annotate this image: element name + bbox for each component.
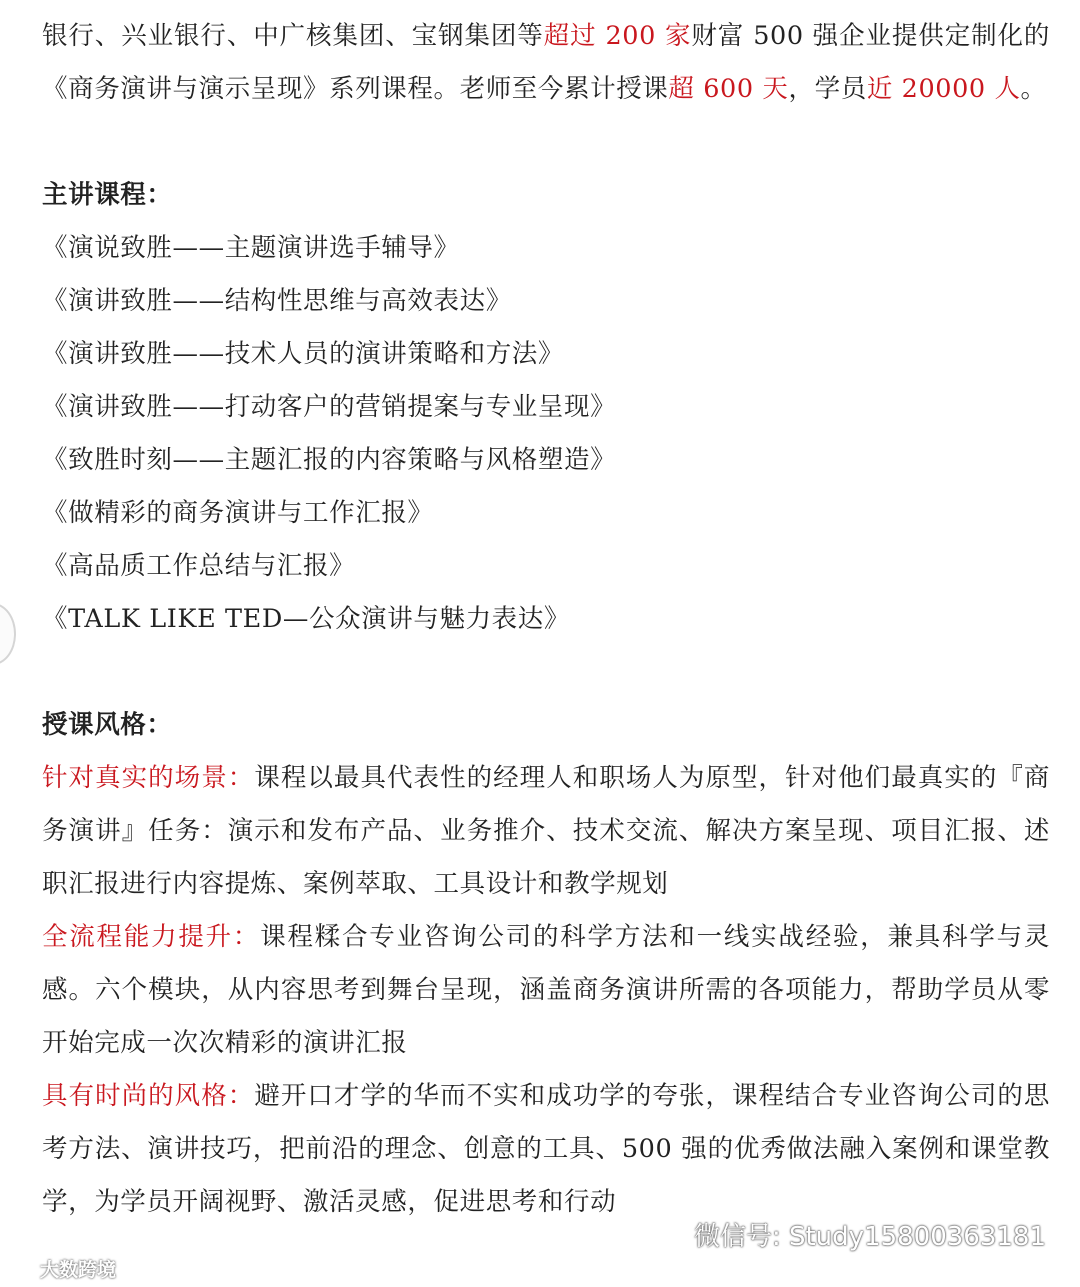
side-pull-handle[interactable] — [0, 603, 16, 665]
course-item: 《演讲致胜——技术人员的演讲策略和方法》 — [42, 339, 565, 369]
courses-heading: 主讲课程： — [42, 180, 173, 210]
intro-text: ，学员 — [788, 74, 867, 104]
style-point — [42, 1070, 1050, 1229]
style-point — [42, 911, 1050, 1070]
article-body — [42, 10, 1050, 1229]
eye-logo-icon — [4, 1257, 34, 1279]
wechat-watermark-text: 微信号: Study15800363181 — [693, 1221, 1046, 1252]
course-item: 《演讲致胜——结构性思维与高效表达》 — [42, 286, 512, 316]
course-item: 《致胜时刻——主题汇报的内容策略与风格塑造》 — [42, 445, 617, 475]
source-watermark-text: 大数跨境 — [40, 1258, 117, 1281]
course-item: 《高品质工作总结与汇报》 — [42, 551, 356, 581]
intro-text: 。 — [1020, 74, 1047, 104]
style-point-text: 课程以最具代表性的经理人和职场人为原型，针对他们最真实的『商务演讲』任务：演示和发布产品、业务推介、技术交流、解决方案呈现、项目汇报、述职汇报进行内容提炼、案例萃取、工具设计和教学规划 — [42, 763, 1050, 899]
style-heading: 授课风格： — [42, 710, 173, 740]
course-item: 《演说致胜——主题演讲选手辅导》 — [42, 233, 460, 263]
style-point-title: 全流程能力提升： — [42, 922, 261, 952]
style-point-title: 具有时尚的风格： — [42, 1081, 255, 1111]
course-item: 《演讲致胜——打动客户的营销提案与专业呈现》 — [42, 392, 617, 422]
style-point-text: 课程糅合专业咨询公司的科学方法和一线实战经验，兼具科学与灵感。六个模块，从内容思考到舞台呈现，涵盖商务演讲所需的各项能力，帮助学员从零开始完成一次次精彩的演讲汇报 — [42, 922, 1050, 1058]
intro-highlight-students: 近 20000 人 — [866, 74, 1021, 104]
style-point-text: 避开口才学的华而不实和成功学的夸张，课程结合专业咨询公司的思考方法、演讲技巧，把前沿的理念、创意的工具、500 强的优秀做法融入案例和课堂教学，为学员开阔视野、激活灵感，促进思考和行动 — [42, 1081, 1050, 1217]
intro-highlight-days: 超 600 天 — [668, 74, 789, 104]
spacer — [42, 646, 1050, 699]
intro-text: 银行、兴业银行、中广核集团、宝钢集团等 — [42, 21, 544, 51]
source-watermark — [4, 1253, 116, 1283]
style-point-title: 针对真实的场景： — [42, 763, 255, 793]
intro-text: 财富 500 强企业提供定制化的 — [691, 21, 1050, 51]
course-item: 《TALK LIKE TED—公众演讲与魅力表达》 — [42, 604, 570, 634]
wechat-watermark — [648, 1214, 1046, 1254]
wechat-icon — [648, 1217, 688, 1251]
intro-highlight-companies: 超过 200 家 — [543, 21, 692, 51]
spacer — [42, 116, 1050, 169]
intro-text: 《商务演讲与演示呈现》系列课程。老师至今累计授课 — [42, 74, 669, 104]
style-point — [42, 752, 1050, 911]
intro-paragraph — [42, 10, 1050, 116]
course-item: 《做精彩的商务演讲与工作汇报》 — [42, 498, 434, 528]
